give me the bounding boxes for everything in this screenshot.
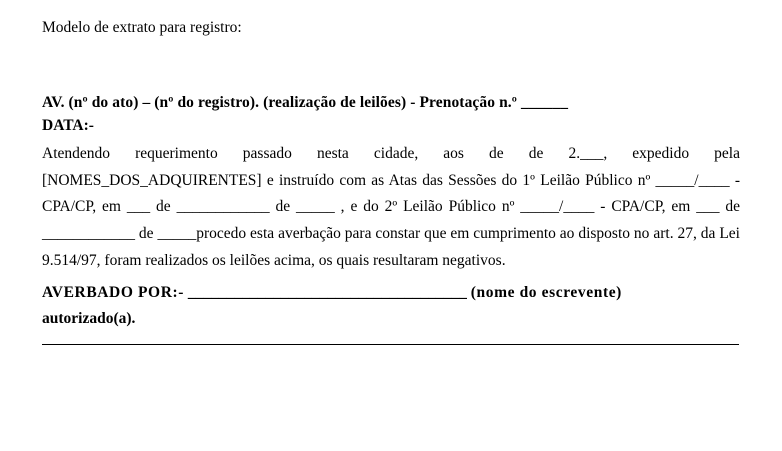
averbado-line — [42, 280, 740, 307]
bottom-divider — [42, 344, 739, 345]
averbado-label: AVERBADO POR:- — [42, 284, 185, 302]
spacer — [40, 39, 742, 91]
act-heading: AV. (nº do ato) – (nº do registro). (realização de leilões) - Prenotação n.º ______ — [42, 93, 569, 111]
averbado-suffix: (nome do escrevente) — [470, 284, 622, 302]
body-paragraph-block — [42, 141, 740, 274]
authorized-text: autorizado(a). — [42, 309, 136, 327]
averbado-blank: ____________________________________ — [187, 284, 467, 302]
intro-text: Modelo de extrato para registro: — [42, 19, 242, 36]
body-paragraph: Atendendo requerimento passado nesta cidade, aos de de 2.___, expedido pela [NOMES_DOS_ADQUIRENTES] e instruído com as Atas das Sessões do 1º Leilão Público nº _____/____ - CPA/CP, em ___ de ____________ de _____ , e do 2º Leilão Público nº _____/____ - CPA/CP, em ___ de ____________ de _____procedo esta averbação para constar que em cumprimento ao disposto no art. 27, da Lei 9.514/97, foram realizados os leilões acima, os quais resultaram negativos. — [42, 144, 740, 269]
date-label: DATA:- — [42, 117, 94, 135]
